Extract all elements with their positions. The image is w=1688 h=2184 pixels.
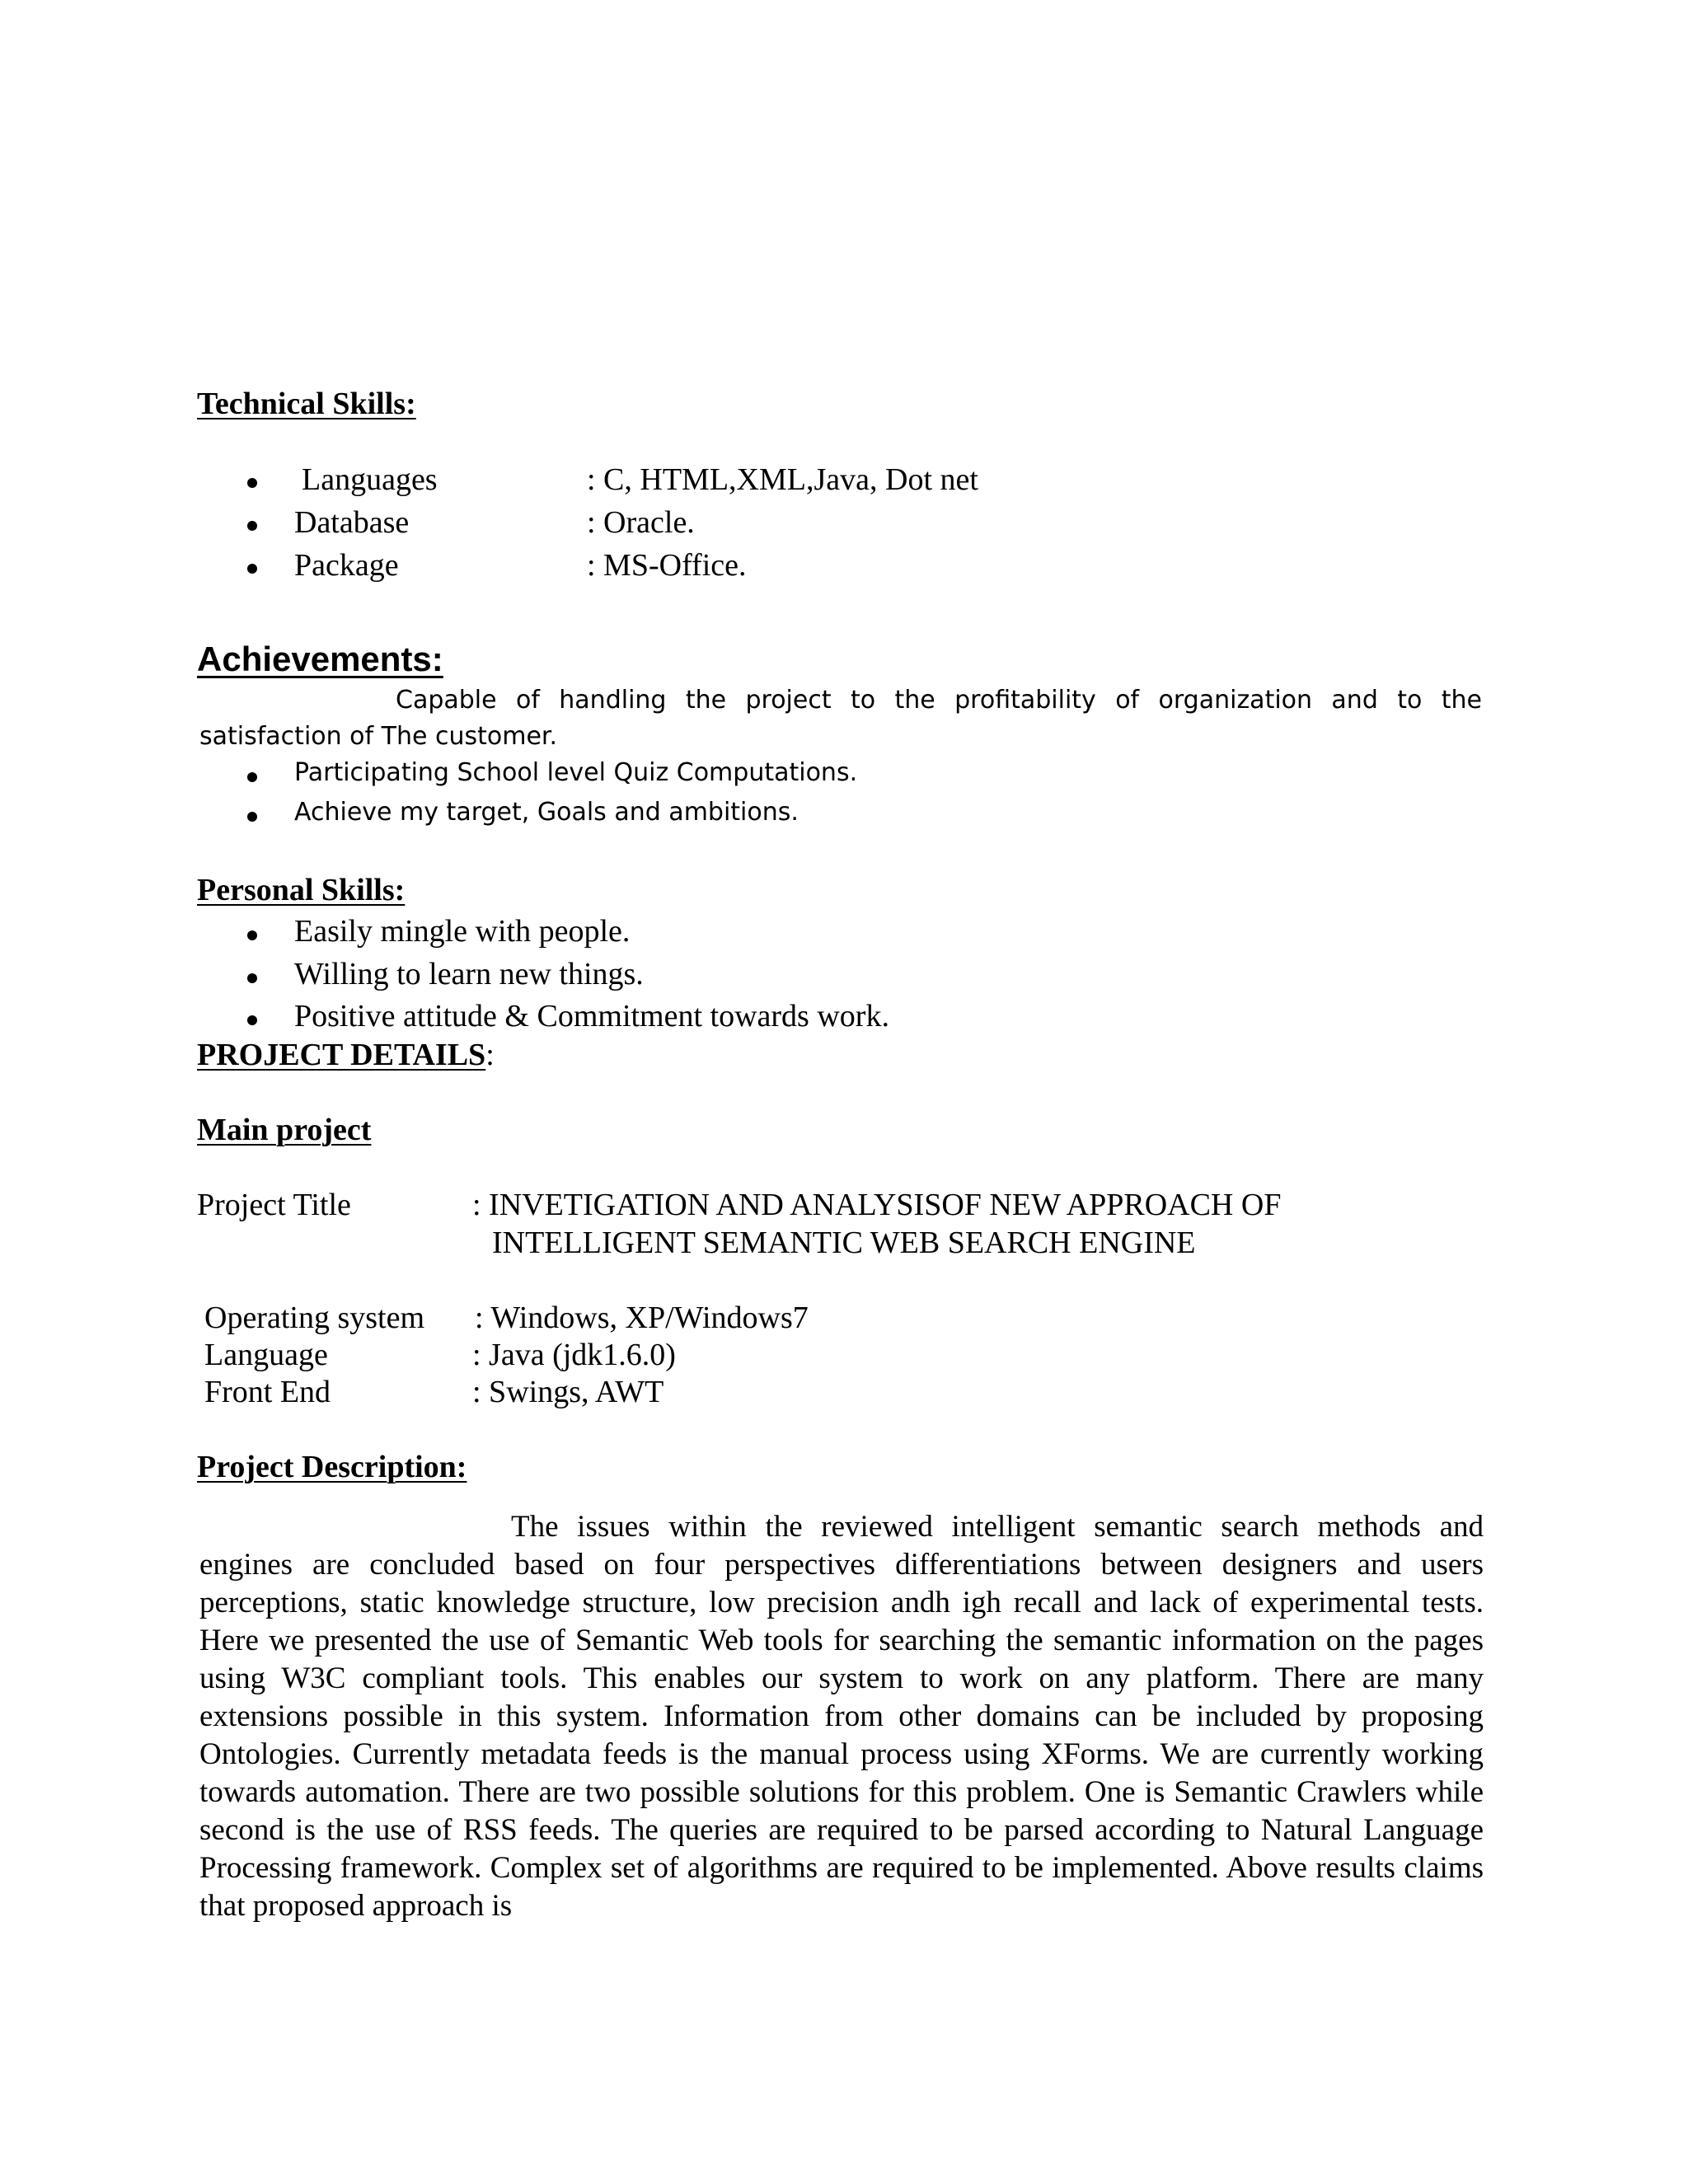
spec-label-operating-system: Operating system [204,1301,425,1335]
spec-label-language: Language [204,1338,328,1372]
spec-value-front-end: : Swings, AWT [472,1375,664,1409]
project-details-heading-text: PROJECT DETAILS [197,1038,486,1072]
bullet-icon [247,772,257,782]
project-title-value-line1: : INVETIGATION AND ANALYSISOF NEW APPROACH OF [472,1188,1282,1222]
project-title-value-line2: INTELLIGENT SEMANTIC WEB SEARCH ENGINE [492,1226,1196,1260]
bullet-icon [247,521,257,531]
bullet-icon [247,1015,257,1025]
main-project-heading: Main project [197,1113,372,1147]
bullet-icon [247,564,257,574]
achievement-item: Participating School level Quiz Computations. [294,758,858,787]
bullet-icon [247,930,257,940]
bullet-icon [247,973,257,983]
achievements-heading: Achievements: [197,640,443,678]
spec-value-operating-system: : Windows, XP/Windows7 [475,1301,809,1335]
project-description-text: The issues within the reviewed intelligent semantic search methods and engines are concluded based on four perspectives differentiations between designers and users perceptions, static knowledge structure, low precision andh igh recall and lack of experimental tests. Here we presented the use of Semantic Web tools for searching the semantic information on the pages using W3C compliant tools. This enables our system to work on any platform. There are many extensions possible in this system. Information from other domains can be included by proposing Ontologies. Currently metadata feeds is the manual process using XForms. We are currently working towards automation. There are two possible solutions for this problem. One is Semantic Crawlers while second is the use of RSS feeds. The queries are required to be parsed according to Natural Language Processing framework. Complex set of algorithms are required to be implemented. Above results claims that proposed approach is [199,1510,1484,1923]
project-title-label: Project Title [197,1188,351,1222]
project-description-heading: Project Description: [197,1450,467,1484]
project-details-heading [197,1037,495,1073]
achievements-paragraph [199,682,1482,755]
skill-label-database: Database [294,505,410,540]
technical-skills-heading: Technical Skills: [197,387,416,421]
achievement-item: Achieve my target, Goals and ambitions. [294,798,799,827]
skill-value-languages: : C, HTML,XML,Java, Dot net [587,462,978,497]
skill-value-package: : MS-Office. [587,548,747,583]
project-description-paragraph [199,1508,1484,1925]
skill-value-database: : Oracle. [587,505,695,540]
project-details-colon: : [485,1038,495,1072]
skill-label-package: Package [294,548,399,583]
bullet-icon [247,812,257,822]
achievements-paragraph-text: Capable of handling the project to the profitability of organization and to the satisfaction of The customer. [199,686,1482,751]
personal-skill-item: Positive attitude & Commitment towards work. [294,999,889,1033]
spec-value-language: : Java (jdk1.6.0) [472,1338,676,1372]
personal-skill-item: Willing to learn new things. [294,957,644,991]
personal-skills-heading: Personal Skills: [197,873,406,907]
skill-label-languages: Languages [302,462,438,497]
personal-skill-item: Easily mingle with people. [294,914,631,949]
spec-label-front-end: Front End [204,1375,331,1409]
bullet-icon [247,478,257,488]
